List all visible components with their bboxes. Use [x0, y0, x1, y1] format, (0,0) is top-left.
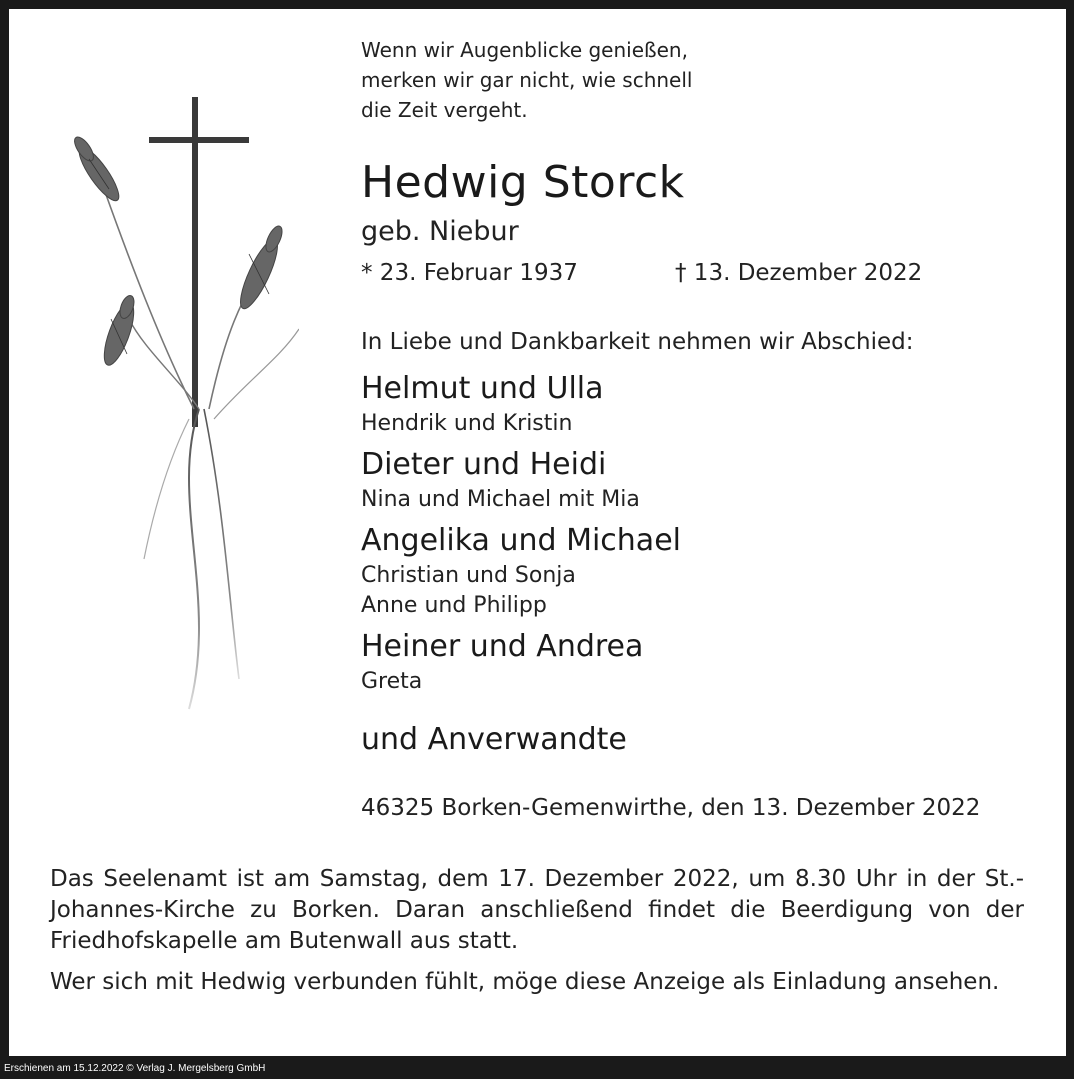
place-and-date: 46325 Borken-Gemenwirthe, den 13. Dezember 2022	[361, 795, 981, 821]
family-sub: Anne und Philipp	[361, 593, 547, 618]
deceased-name: Hedwig Storck	[361, 157, 685, 208]
family-sub: Greta	[361, 669, 423, 694]
relatives-line: und Anverwandte	[361, 722, 627, 757]
cross-with-wheat-icon	[49, 79, 299, 719]
family-sub: Nina und Michael mit Mia	[361, 487, 640, 512]
obituary-card	[9, 9, 1066, 1056]
family-main: Heiner und Andrea	[361, 629, 644, 664]
family-group	[361, 627, 1051, 697]
poem	[361, 35, 692, 125]
life-dates	[361, 260, 1001, 290]
service-info-paragraph: Das Seelenamt ist am Samstag, dem 17. Dezember 2022, um 8.30 Uhr in der St.-Johannes-Kirche zu Borken. Daran anschließend findet die Beerdigung von der Friedhofskapelle am Butenwall aus statt.	[50, 866, 1024, 954]
poem-line: merken wir gar nicht, wie schnell	[361, 68, 693, 92]
family-group	[361, 445, 1051, 515]
farewell-intro: In Liebe und Dankbarkeit nehmen wir Abschied:	[361, 329, 914, 355]
family-main: Helmut und Ulla	[361, 371, 604, 406]
poem-line: Wenn wir Augenblicke genießen,	[361, 38, 688, 62]
mourners-list	[361, 369, 1051, 703]
invitation-paragraph: Wer sich mit Hedwig verbunden fühlt, möge diese Anzeige als Einladung ansehen.	[50, 969, 1000, 995]
family-main: Dieter und Heidi	[361, 447, 607, 482]
family-sub: Hendrik und Kristin	[361, 411, 573, 436]
family-group	[361, 369, 1051, 439]
maiden-name: geb. Niebur	[361, 216, 519, 247]
poem-line: die Zeit vergeht.	[361, 98, 528, 122]
family-main: Angelika und Michael	[361, 523, 681, 558]
publication-footer: Erschienen am 15.12.2022 © Verlag J. Mergelsberg GmbH	[4, 1063, 266, 1074]
family-sub: Christian und Sonja	[361, 563, 576, 588]
death-date: † 13. Dezember 2022	[675, 260, 923, 286]
birth-date: * 23. Februar 1937	[361, 260, 578, 286]
family-group	[361, 521, 1051, 621]
